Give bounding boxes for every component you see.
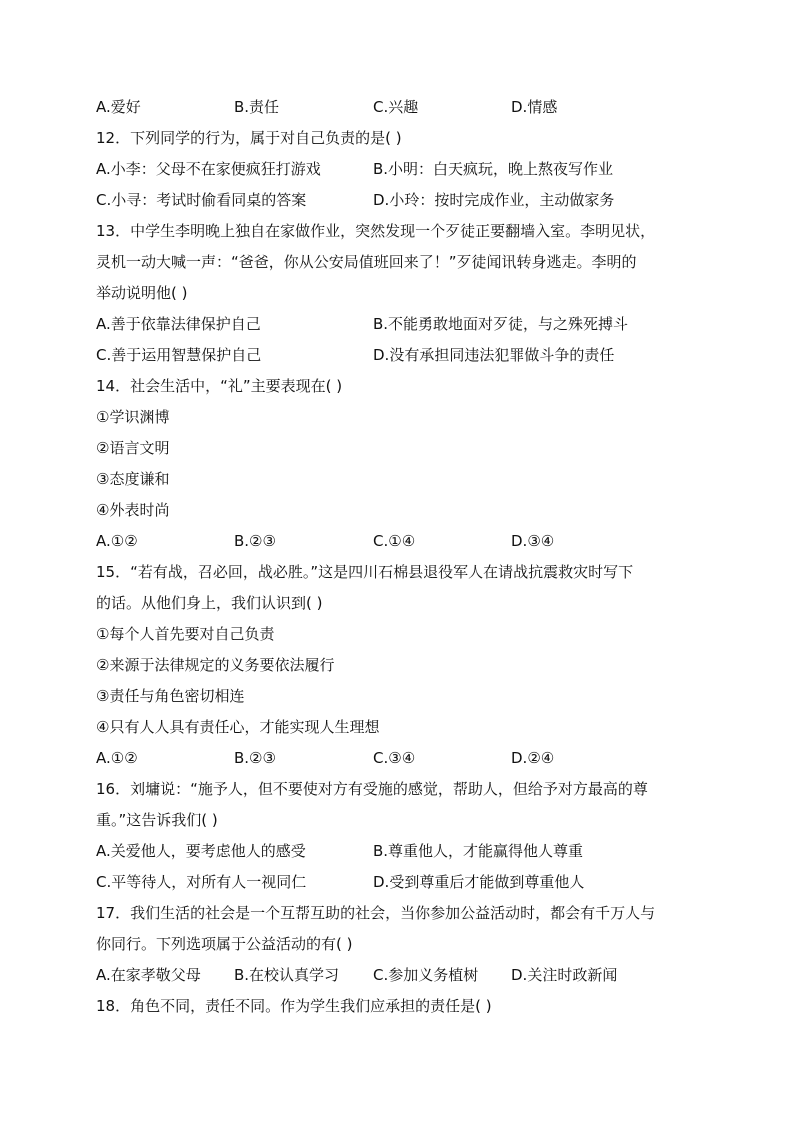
q14-option-c: C.①④ — [373, 532, 416, 550]
q12-options-row-2 — [96, 185, 696, 216]
q15-item: ②来源于法律规定的义务要依法履行 — [96, 656, 335, 674]
q12-option-d: D.小玲：按时完成作业，主动做家务 — [373, 191, 615, 209]
q17-option-c: C.参加义务植树 — [373, 966, 479, 984]
q17-stem-line: 17．我们生活的社会是一个互帮互助的社会，当你参加公益活动时，都会有千万人与 — [96, 904, 656, 922]
q17-option-d: D.关注时政新闻 — [511, 966, 618, 984]
q14-options — [96, 526, 696, 557]
q15-option-c: C.③④ — [373, 749, 416, 767]
exam-page — [96, 92, 696, 1022]
q15-option-b: B.②③ — [234, 749, 276, 767]
q16-option-a: A.关爱他人，要考虑他人的感受 — [96, 842, 306, 860]
q12-stem: 12．下列同学的行为，属于对自己负责的是( ) — [96, 129, 402, 147]
q13-stem-line: 13．中学生李明晚上独自在家做作业，突然发现一个歹徒正要翻墙入室。李明见状， — [96, 222, 656, 240]
q14-option-a: A.①② — [96, 532, 138, 550]
q11-option-b: B.责任 — [234, 98, 280, 116]
q14-option-b: B.②③ — [234, 532, 276, 550]
q15-option-a: A.①② — [96, 749, 138, 767]
q16-stem-line: 16．刘墉说：“施予人，但不要使对方有受施的感觉，帮助人，但给予对方最高的尊 — [96, 780, 648, 798]
q16-options-row-1 — [96, 836, 696, 867]
q12-option-c: C.小寻：考试时偷看同桌的答案 — [96, 191, 307, 209]
q13-option-d: D.没有承担同违法犯罪做斗争的责任 — [373, 346, 615, 364]
q17-stem-line: 你同行。下列选项属于公益活动的有( ) — [96, 935, 353, 953]
q14-stem: 14．社会生活中，“礼”主要表现在( ) — [96, 377, 343, 395]
q17-option-b: B.在校认真学习 — [234, 966, 340, 984]
q17-options — [96, 960, 696, 991]
q15-item: ③责任与角色密切相连 — [96, 687, 245, 705]
q16-options-row-2 — [96, 867, 696, 898]
q17-option-a: A.在家孝敬父母 — [96, 966, 201, 984]
q14-item: ④外表时尚 — [96, 501, 170, 519]
q15-stem-line: 15．“若有战，召必回，战必胜。”这是四川石棉县退役军人在请战抗震救灾时写下 — [96, 563, 634, 581]
q16-option-c: C.平等待人，对所有人一视同仁 — [96, 873, 307, 891]
q13-options-row-2 — [96, 340, 696, 371]
q15-stem-line: 的话。从他们身上，我们认识到( ) — [96, 594, 323, 612]
q14-item: ③态度谦和 — [96, 470, 170, 488]
q15-item: ④只有人人具有责任心，才能实现人生理想 — [96, 718, 380, 736]
q13-stem-line: 灵机一动大喊一声：“爸爸，你从公安局值班回来了！”歹徒闻讯转身逃走。李明的 — [96, 253, 637, 271]
q13-option-c: C.善于运用智慧保护自己 — [96, 346, 262, 364]
q12-options-row-1 — [96, 154, 696, 185]
q15-options — [96, 743, 696, 774]
q16-option-d: D.受到尊重后才能做到尊重他人 — [373, 873, 585, 891]
q12-option-b: B.小明：白天疯玩，晚上熬夜写作业 — [373, 160, 614, 178]
q11-option-c: C.兴趣 — [373, 98, 419, 116]
q18-stem: 18．角色不同，责任不同。作为学生我们应承担的责任是( ) — [96, 997, 492, 1015]
q11-options — [96, 92, 696, 123]
q13-stem-line: 举动说明他( ) — [96, 284, 188, 302]
q13-options-row-1 — [96, 309, 696, 340]
q14-item: ①学识渊博 — [96, 408, 170, 426]
q13-option-b: B.不能勇敢地面对歹徒，与之殊死搏斗 — [373, 315, 629, 333]
q14-item: ②语言文明 — [96, 439, 170, 457]
q15-option-d: D.②④ — [511, 749, 555, 767]
q15-item: ①每个人首先要对自己负责 — [96, 625, 275, 643]
q16-stem-line: 重。”这告诉我们( ) — [96, 811, 218, 829]
q16-option-b: B.尊重他人，才能赢得他人尊重 — [373, 842, 584, 860]
q11-option-d: D.情感 — [511, 98, 558, 116]
q12-option-a: A.小李：父母不在家便疯狂打游戏 — [96, 160, 321, 178]
q14-option-d: D.③④ — [511, 532, 555, 550]
q11-option-a: A.爱好 — [96, 98, 141, 116]
q13-option-a: A.善于依靠法律保护自己 — [96, 315, 261, 333]
